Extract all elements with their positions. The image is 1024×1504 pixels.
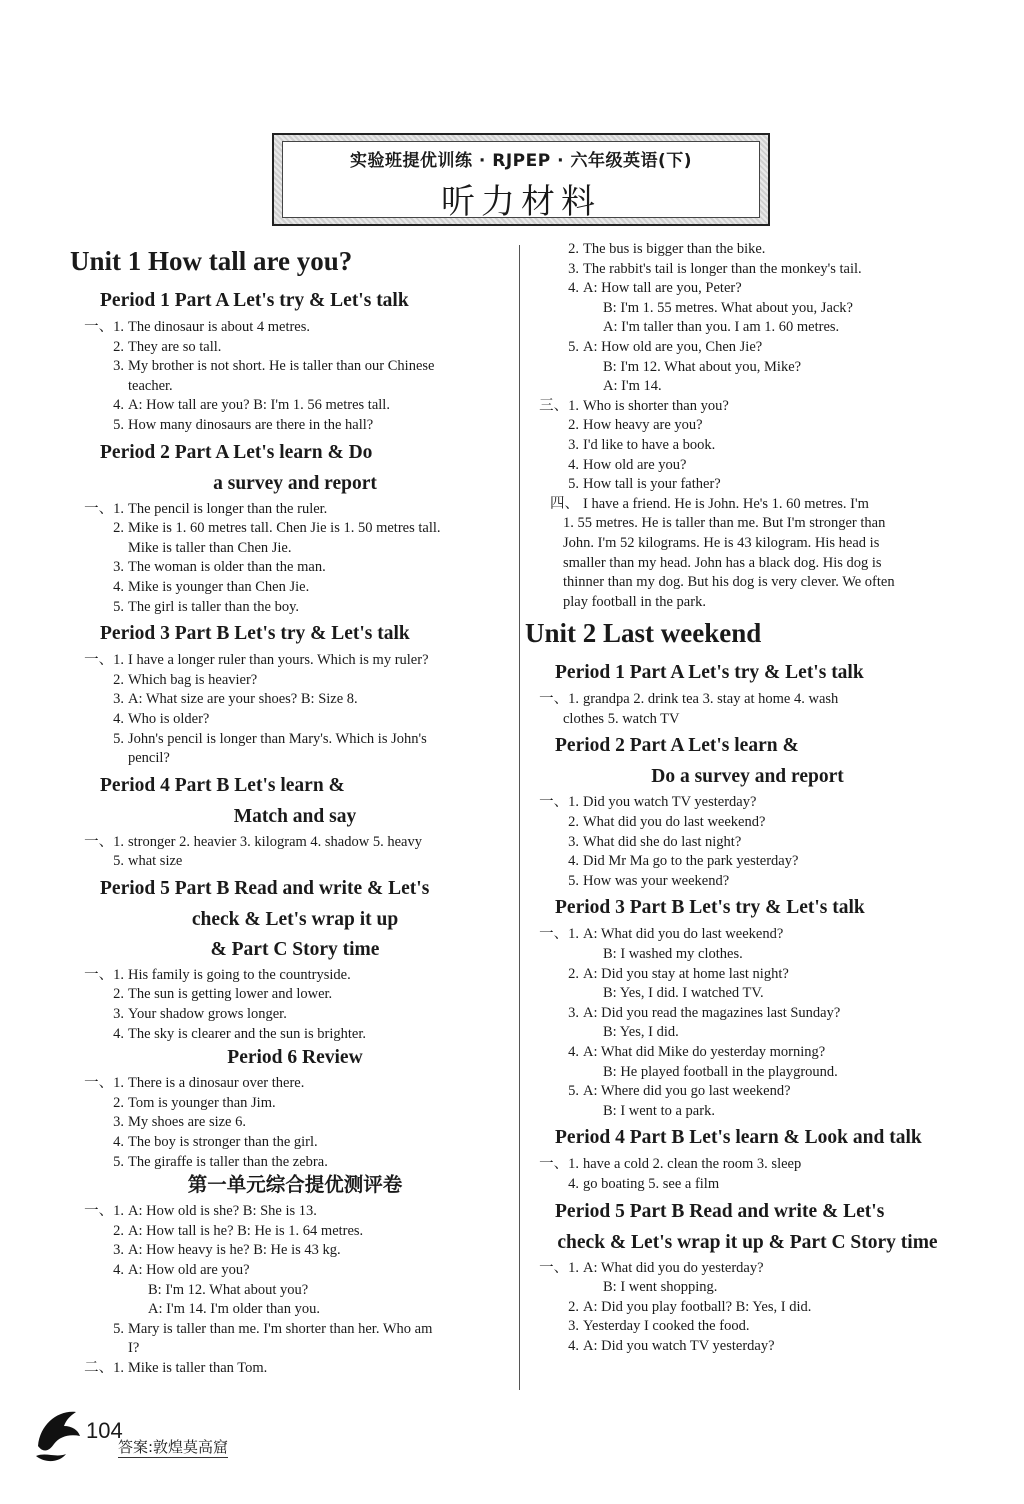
item-text: stronger 2. heavier 3. kilogram 4. shadow 5. heavy xyxy=(128,833,422,850)
item-text: A: Did you play football? B: Yes, I did. xyxy=(583,1298,812,1315)
list-item xyxy=(70,357,520,377)
item-text: A: How tall are you? B: I'm 1. 56 metres tall. xyxy=(128,397,390,414)
item-number: 3. xyxy=(113,1114,124,1131)
dialogue-line: B: I went shopping. xyxy=(603,1279,718,1296)
item-text: The woman is older than the man. xyxy=(128,559,326,576)
item-text: Which bag is heavier? xyxy=(128,671,258,688)
item-number: 2. xyxy=(113,520,124,537)
list-item xyxy=(70,1359,520,1379)
item-text: A: How old is she? B: She is 13. xyxy=(128,1203,317,1220)
list-item xyxy=(70,710,520,730)
list-item xyxy=(70,1094,520,1114)
item-number: 4. xyxy=(113,1134,124,1151)
item-number: 3. xyxy=(113,691,124,708)
answer-footer: 答案:敦煌莫高窟 xyxy=(118,1438,229,1456)
list-item xyxy=(70,598,520,618)
page-number: 104 xyxy=(86,1418,123,1443)
list-item xyxy=(525,338,970,358)
item-number: 四、 xyxy=(550,495,579,512)
list-item xyxy=(525,416,970,436)
item-text: There is a dinosaur over there. xyxy=(128,1075,305,1092)
list-item xyxy=(525,436,970,456)
item-number: 3. xyxy=(568,833,579,850)
item-number: 5. xyxy=(113,416,124,433)
list-item xyxy=(70,416,520,436)
item-text: grandpa 2. drink tea 3. stay at home 4. wash xyxy=(583,691,839,708)
period-heading: Period 1 Part A Let's try & Let's talk xyxy=(555,662,864,684)
item-text: I'd like to have a book. xyxy=(583,436,716,453)
list-item xyxy=(70,1153,520,1173)
dialogue-line: B: I washed my clothes. xyxy=(603,946,743,963)
list-item-continuation: play football in the park. xyxy=(563,593,706,610)
list-item xyxy=(525,475,970,495)
left-column xyxy=(70,240,520,1379)
item-text: My brother is not short. He is taller than our Chinese xyxy=(128,358,435,375)
period-heading: Period 5 Part B Read and write & Let's xyxy=(100,877,430,899)
period-heading: Period 2 Part A Let's learn & Do xyxy=(100,441,373,463)
item-text: The dinosaur is about 4 metres. xyxy=(128,319,311,335)
item-number: 2. xyxy=(113,1222,124,1239)
item-text: A: How tall are you, Peter? xyxy=(583,280,742,297)
list-item xyxy=(70,1222,520,1242)
item-text: Yesterday I cooked the food. xyxy=(583,1318,750,1335)
item-number: 一、1. xyxy=(539,794,579,811)
dialogue-line: A: I'm taller than you. I am 1. 60 metres. xyxy=(603,319,840,336)
item-text: The rabbit's tail is longer than the monkey's tail. xyxy=(583,260,862,277)
dialogue-line: B: I'm 12. What about you? xyxy=(148,1281,309,1298)
item-text: A: Did you stay at home last night? xyxy=(583,965,789,982)
item-text: Who is shorter than you? xyxy=(583,397,729,414)
item-number: 2. xyxy=(568,1298,579,1315)
item-number: 5. xyxy=(568,1083,579,1100)
list-item xyxy=(525,397,970,417)
dialogue-line: B: He played football in the playground. xyxy=(603,1063,838,1080)
item-text: A: Did you read the magazines last Sunday? xyxy=(583,1004,841,1021)
item-text: Did Mr Ma go to the park yesterday? xyxy=(583,853,799,870)
item-text: A: What size are your shoes? B: Size 8. xyxy=(128,691,358,708)
list-item xyxy=(70,558,520,578)
list-item xyxy=(525,1317,970,1337)
item-number: 一、1. xyxy=(84,500,124,517)
list-item xyxy=(70,1074,520,1094)
item-number: 3. xyxy=(568,1318,579,1335)
item-number: 一、1. xyxy=(84,833,124,850)
item-number: 3. xyxy=(113,1006,124,1023)
list-item xyxy=(70,833,520,853)
list-item xyxy=(70,500,520,520)
item-number: 2. xyxy=(568,417,579,434)
list-item xyxy=(525,965,970,985)
item-number: 一、1. xyxy=(84,652,124,669)
item-text: The pencil is longer than the ruler. xyxy=(128,500,328,517)
list-item xyxy=(525,240,970,260)
list-item xyxy=(525,1004,970,1024)
section-heading: check & Let's wrap it up xyxy=(191,908,399,930)
item-number: 4. xyxy=(568,1175,579,1192)
list-item xyxy=(70,1113,520,1133)
list-item xyxy=(70,396,520,416)
item-number: 2. xyxy=(113,338,124,355)
item-text: A: How old are you? xyxy=(128,1262,250,1278)
item-text: The giraffe is taller than the zebra. xyxy=(128,1153,328,1170)
item-number: 三、1. xyxy=(539,397,579,414)
list-item xyxy=(525,260,970,280)
item-number: 2. xyxy=(113,986,124,1003)
list-item xyxy=(70,1202,520,1222)
item-number: 一、1. xyxy=(539,691,579,708)
dialogue-line: A: I'm 14. xyxy=(603,378,662,395)
list-item xyxy=(70,1005,520,1025)
section-heading: Match and say xyxy=(233,805,357,827)
list-item xyxy=(525,793,970,813)
item-text: What did you do last weekend? xyxy=(583,814,766,831)
item-text: Mike is taller than Tom. xyxy=(128,1359,268,1376)
list-item xyxy=(525,495,970,515)
item-number: 4. xyxy=(568,1044,579,1060)
item-text: The sky is clearer and the sun is brighter. xyxy=(128,1025,366,1042)
item-number: 3. xyxy=(113,559,124,576)
list-item xyxy=(525,925,970,945)
section-heading: & Part C Story time xyxy=(210,938,380,960)
item-number: 4. xyxy=(568,280,579,297)
item-text: What did she do last night? xyxy=(583,833,742,850)
item-text: The girl is taller than the boy. xyxy=(128,598,299,615)
item-text: Mike is younger than Chen Jie. xyxy=(128,578,310,595)
item-number: 一、1. xyxy=(84,966,124,983)
list-item xyxy=(525,872,970,892)
item-text: They are so tall. xyxy=(128,338,222,355)
list-item xyxy=(525,1155,970,1175)
right-column xyxy=(525,240,970,1357)
dolphin-icon xyxy=(30,1396,90,1466)
item-text: Tom is younger than Jim. xyxy=(128,1094,276,1111)
item-number: 4. xyxy=(568,1337,579,1354)
item-text: A: Where did you go last weekend? xyxy=(583,1083,791,1100)
period-heading: Period 4 Part B Let's learn & xyxy=(100,774,345,796)
item-text: How was your weekend? xyxy=(583,872,730,889)
item-number: 2. xyxy=(113,1094,124,1111)
period-heading: Period 1 Part A Let's try & Let's talk xyxy=(100,290,409,311)
item-text: The boy is stronger than the girl. xyxy=(128,1134,318,1151)
dialogue-line: B: Yes, I did. xyxy=(603,1024,679,1041)
item-text: Your shadow grows longer. xyxy=(128,1006,287,1023)
section-heading: 第一单元综合提优测评卷 xyxy=(187,1175,403,1197)
list-item xyxy=(525,1082,970,1102)
list-item xyxy=(70,1320,520,1340)
item-number: 一、1. xyxy=(539,926,579,943)
item-text: Mary is taller than me. I'm shorter than her. Who am xyxy=(128,1320,433,1337)
list-item xyxy=(525,833,970,853)
list-item xyxy=(525,1043,970,1063)
item-number: 3. xyxy=(568,436,579,453)
item-number: 2. xyxy=(568,965,579,982)
item-number: 一、1. xyxy=(84,1203,124,1220)
item-text: what size xyxy=(128,853,183,870)
item-text: have a cold 2. clean the room 3. sleep xyxy=(583,1156,802,1173)
list-item xyxy=(525,1298,970,1318)
item-number: 4. xyxy=(113,1025,124,1042)
item-number: 5. xyxy=(113,598,124,615)
item-text: I have a longer ruler than yours. Which is my ruler? xyxy=(128,652,429,669)
item-number: 3. xyxy=(113,358,124,375)
item-number: 二、1. xyxy=(84,1359,124,1376)
item-number: 一、1. xyxy=(539,1156,579,1173)
section-heading: Do a survey and report xyxy=(651,766,844,788)
list-item xyxy=(70,852,520,872)
item-number: 一、1. xyxy=(84,1075,124,1092)
list-item-continuation: John. I'm 52 kilograms. He is 43 kilogram. His head is xyxy=(563,534,880,551)
period-heading: Period 3 Part B Let's try & Let's talk xyxy=(555,897,865,919)
item-number: 2. xyxy=(113,671,124,688)
list-item xyxy=(525,690,970,710)
item-number: 4. xyxy=(113,1262,124,1278)
item-number: 4. xyxy=(568,456,579,473)
section-heading: a survey and report xyxy=(213,472,377,494)
list-item xyxy=(70,730,520,750)
list-item xyxy=(525,279,970,299)
item-text: The bus is bigger than the bike. xyxy=(583,241,766,257)
dialogue-line: A: I'm 14. I'm older than you. xyxy=(148,1301,320,1318)
item-text: I have a friend. He is John. He's 1. 60 metres. I'm xyxy=(583,495,869,512)
item-number: 4. xyxy=(568,853,579,870)
item-number: 5. xyxy=(568,872,579,889)
unit-heading: Unit 2 Last weekend xyxy=(525,618,762,649)
item-number: 2. xyxy=(568,814,579,831)
list-item xyxy=(70,1133,520,1153)
item-text: A: What did Mike do yesterday morning? xyxy=(583,1044,826,1060)
period-heading: Period 2 Part A Let's learn & xyxy=(555,735,799,757)
item-number: 4. xyxy=(113,710,124,727)
period-heading: Period 3 Part B Let's try & Let's talk xyxy=(100,623,410,645)
item-number: 5. xyxy=(113,730,124,747)
dialogue-line: B: I'm 1. 55 metres. What about you, Jack? xyxy=(603,299,853,316)
list-item xyxy=(525,456,970,476)
list-item xyxy=(70,1261,520,1281)
item-number: 3. xyxy=(568,1004,579,1021)
item-number: 3. xyxy=(113,1242,124,1259)
item-text: How heavy are you? xyxy=(583,417,703,434)
period-heading: Period 4 Part B Let's learn & Look and talk xyxy=(555,1127,922,1149)
list-item xyxy=(70,651,520,671)
header-title: 听力材料 xyxy=(441,182,601,222)
dialogue-line: B: I'm 12. What about you, Mike? xyxy=(603,358,802,375)
unit-heading: Unit 1 How tall are you? xyxy=(70,246,353,276)
header-banner xyxy=(272,133,770,226)
item-text: A: What did you do last weekend? xyxy=(583,926,784,943)
item-text: My shoes are size 6. xyxy=(128,1114,246,1131)
list-item xyxy=(70,985,520,1005)
list-item xyxy=(525,852,970,872)
header-subtitle: 实验班提优训练 · RJPEP · 六年级英语(下) xyxy=(349,151,693,171)
list-item xyxy=(525,1337,970,1357)
header-inner xyxy=(282,141,760,222)
list-item-continuation: Mike is taller than Chen Jie. xyxy=(128,539,292,556)
section-heading: check & Let's wrap it up & Part C Story time xyxy=(557,1231,938,1253)
list-item xyxy=(70,671,520,691)
list-item-continuation: I? xyxy=(128,1340,140,1357)
list-item xyxy=(70,690,520,710)
item-text: John's pencil is longer than Mary's. Which is John's xyxy=(128,730,427,747)
list-item-continuation: clothes 5. watch TV xyxy=(563,710,680,727)
dialogue-line: B: Yes, I did. I watched TV. xyxy=(603,985,764,1002)
item-text: A: How old are you, Chen Jie? xyxy=(583,338,763,355)
item-number: 5. xyxy=(113,853,124,870)
section-heading: Period 6 Review xyxy=(227,1047,363,1069)
item-text: Mike is 1. 60 metres tall. Chen Jie is 1. 50 metres tall. xyxy=(128,520,441,537)
list-item xyxy=(70,1025,520,1045)
item-number: 5. xyxy=(113,1153,124,1170)
item-number: 4. xyxy=(113,397,124,414)
period-heading: Period 5 Part B Read and write & Let's xyxy=(555,1200,885,1222)
item-text: A: Did you watch TV yesterday? xyxy=(583,1337,775,1354)
list-item xyxy=(525,1175,970,1195)
item-number: 5. xyxy=(568,476,579,493)
item-text: How tall is your father? xyxy=(583,476,721,493)
item-number: 3. xyxy=(568,260,579,277)
list-item xyxy=(525,813,970,833)
list-item xyxy=(70,318,520,338)
list-item-continuation: 1. 55 metres. He is taller than me. But I'm stronger than xyxy=(563,515,886,532)
list-item xyxy=(70,578,520,598)
dialogue-line: B: I went to a park. xyxy=(603,1102,715,1119)
list-item-continuation: pencil? xyxy=(128,750,170,767)
item-text: The sun is getting lower and lower. xyxy=(128,986,333,1003)
list-item xyxy=(525,1259,970,1279)
list-item xyxy=(70,966,520,986)
list-item xyxy=(70,1241,520,1261)
list-item-continuation: teacher. xyxy=(128,377,173,394)
list-item xyxy=(70,519,520,539)
item-number: 5. xyxy=(568,338,579,355)
item-text: His family is going to the countryside. xyxy=(128,966,351,983)
item-text: Who is older? xyxy=(128,710,210,727)
item-text: A: How heavy is he? B: He is 43 kg. xyxy=(128,1242,341,1259)
list-item-continuation: smaller than my head. John has a black dog. His dog is xyxy=(563,554,882,571)
item-text: How old are you? xyxy=(583,456,687,473)
item-text: Did you watch TV yesterday? xyxy=(583,794,757,811)
item-text: go boating 5. see a film xyxy=(583,1175,720,1192)
item-number: 一、1. xyxy=(539,1259,579,1276)
item-number: 2. xyxy=(568,241,579,257)
item-text: A: How tall is he? B: He is 1. 64 metres. xyxy=(128,1222,364,1239)
item-text: A: What did you do yesterday? xyxy=(583,1259,764,1276)
list-item xyxy=(70,338,520,358)
item-number: 一、1. xyxy=(84,319,124,335)
item-number: 5. xyxy=(113,1320,124,1337)
item-number: 4. xyxy=(113,578,124,595)
item-text: How many dinosaurs are there in the hall? xyxy=(128,416,374,433)
list-item-continuation: thinner than my dog. But his dog is very clever. We often xyxy=(563,574,895,591)
